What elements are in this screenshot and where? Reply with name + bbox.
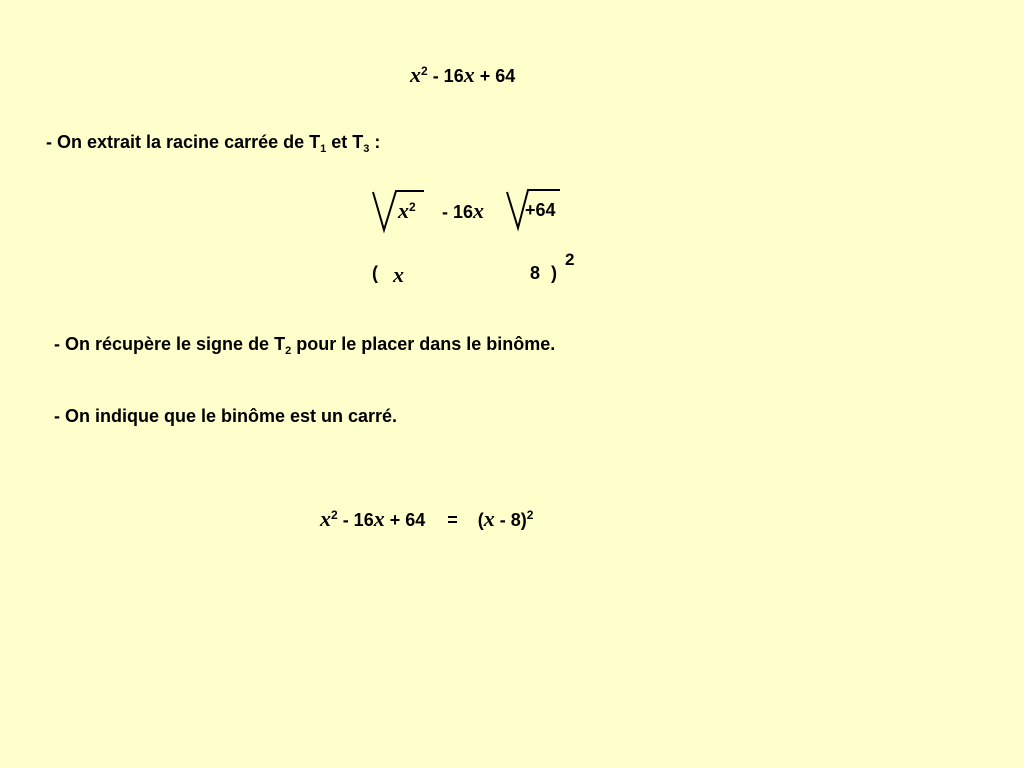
binomial-close-paren: ) xyxy=(551,263,557,283)
term-end: + 64 xyxy=(474,66,516,86)
root-term-last: +64 xyxy=(525,200,556,220)
variable-x: x xyxy=(410,62,421,87)
exponent: 2 xyxy=(421,64,428,78)
step-square-binomial: - On indique que le binôme est un carré. xyxy=(54,406,398,426)
expression-top xyxy=(410,62,515,88)
step-extract-roots: - On extrait la racine carrée de $T_1$ et $T_3$ : xyxy=(46,132,381,155)
root-term-first: $x^2$ xyxy=(398,198,416,223)
binomial-open-paren: ( xyxy=(372,263,378,283)
binomial-exponent: 2 xyxy=(565,250,575,269)
term-middle: - 16 xyxy=(427,66,464,86)
variable-x: x xyxy=(463,62,475,87)
binomial-variable-x: x xyxy=(393,262,404,287)
binomial-constant: 8 xyxy=(530,263,541,283)
equals-sign: = xyxy=(447,510,458,530)
root-term-middle: - 16x xyxy=(442,198,485,223)
result-equation: $x^2 - 16x + 64 = (x - 8)^2$ xyxy=(320,506,534,531)
step-recover-sign: - On récupère le signe de $T_2$ pour le placer dans le binôme. xyxy=(54,334,556,357)
